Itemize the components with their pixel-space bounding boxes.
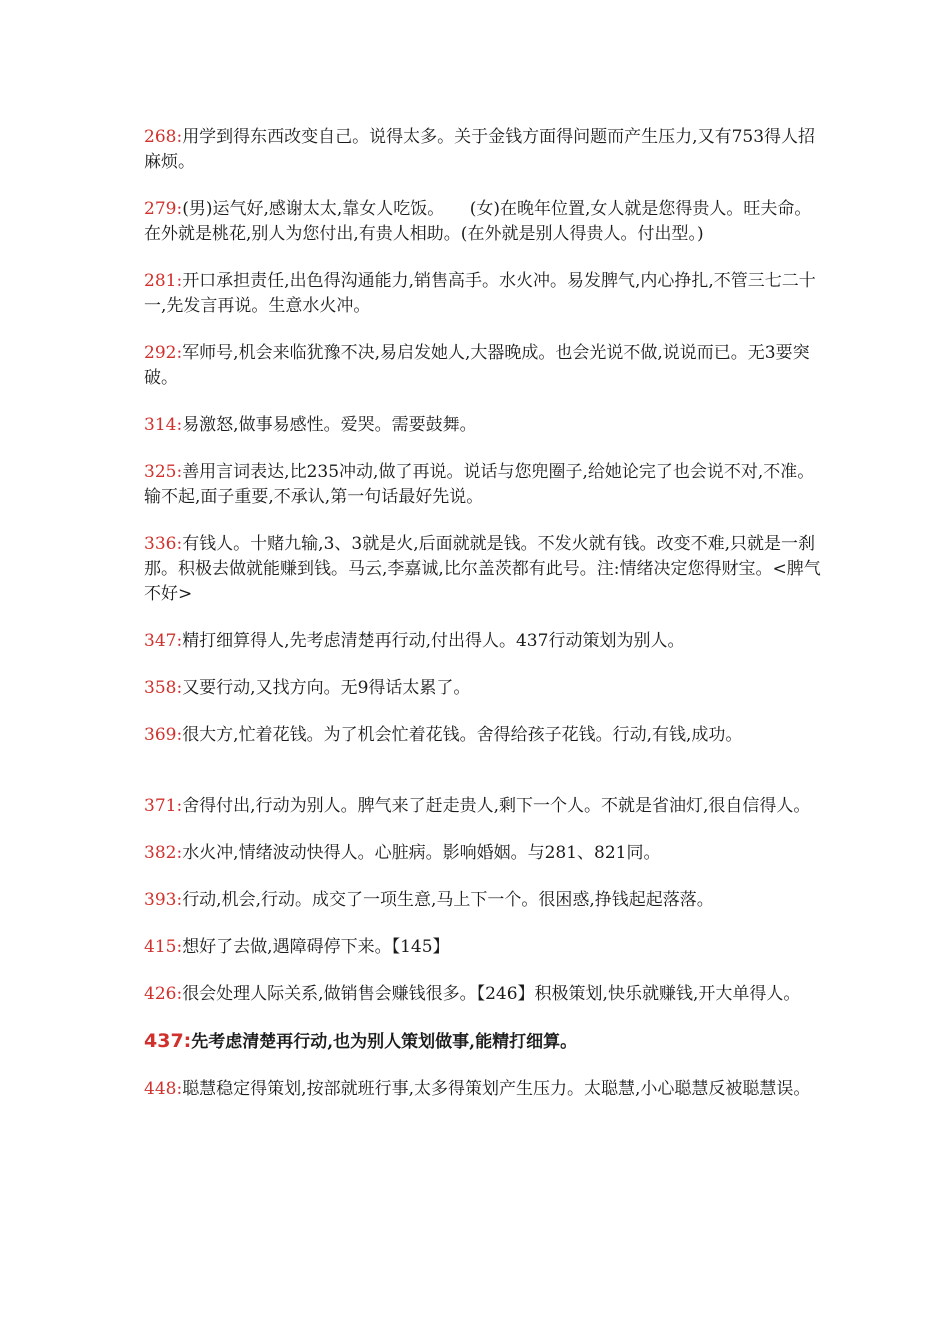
entry-369 — [144, 723, 824, 748]
entry-281 — [144, 269, 824, 319]
entry-text: 军师号,机会来临犹豫不决,易启发她人,大器晚成。也会光说不做,说说而已。无3要突破。 — [144, 343, 810, 388]
entry-text: 善用言词表达,比235冲动,做了再说。说话与您兜圈子,给她论完了也会说不对,不准。输不起,面子重要,不承认,第一句话最好先说。 — [144, 462, 815, 507]
entry-448 — [144, 1077, 824, 1102]
entry-292 — [144, 341, 824, 391]
entry-text: 很会处理人际关系,做销售会赚钱很多。【246】积极策划,快乐就赚钱,开大单得人。 — [182, 984, 801, 1004]
blank-line — [144, 770, 824, 794]
entry-text: (男)运气好,感谢太太,靠女人吃饭。 (女)在晚年位置,女人就是您得贵人。旺夫命。在外就是桃花,别人为您付出,有贵人相助。(在外就是别人得贵人。付出型。) — [144, 199, 812, 244]
entry-number: 336: — [144, 534, 183, 554]
entry-number: 371: — [144, 796, 183, 816]
entry-text: 行动,机会,行动。成交了一项生意,马上下一个。很困惑,挣钱起起落落。 — [182, 890, 714, 910]
entry-382 — [144, 841, 824, 866]
entry-number: 369: — [144, 725, 183, 745]
entry-336 — [144, 532, 824, 607]
entry-358 — [144, 676, 824, 701]
entry-text: 水火冲,情绪波动快得人。心脏病。影响婚姻。与281、821同。 — [182, 843, 661, 863]
entry-number: 382: — [144, 843, 183, 863]
entry-279 — [144, 197, 824, 247]
entry-number: 281: — [144, 271, 183, 291]
entry-number: 325: — [144, 462, 183, 482]
entry-347 — [144, 629, 824, 654]
entry-number: 426: — [144, 984, 183, 1004]
entry-text: 易激怒,做事易感性。爱哭。需要鼓舞。 — [182, 415, 477, 435]
entry-text: 先考虑清楚再行动,也为别人策划做事,能精打细算。 — [191, 1032, 578, 1052]
entry-393 — [144, 888, 824, 913]
entry-number: 393: — [144, 890, 183, 910]
entry-number: 279: — [144, 199, 183, 219]
entry-number: 358: — [144, 678, 183, 698]
entry-number: 415: — [144, 937, 183, 957]
entry-text: 用学到得东西改变自己。说得太多。关于金钱方面得问题而产生压力,又有753得人招麻烦。 — [144, 127, 816, 172]
entry-text: 精打细算得人,先考虑清楚再行动,付出得人。437行动策划为别人。 — [182, 631, 685, 651]
entry-426 — [144, 982, 824, 1007]
entry-371 — [144, 794, 824, 819]
entry-number: 448: — [144, 1079, 183, 1099]
entry-number: 314: — [144, 415, 183, 435]
entry-text: 舍得付出,行动为别人。脾气来了赶走贵人,剩下一个人。不就是省油灯,很自信得人。 — [182, 796, 811, 816]
entry-415 — [144, 935, 824, 960]
entry-number: 268: — [144, 127, 183, 147]
entry-number: 437: — [144, 1030, 192, 1052]
entry-number: 292: — [144, 343, 183, 363]
entry-268 — [144, 125, 824, 175]
entry-437 — [144, 1029, 824, 1055]
entry-number: 347: — [144, 631, 183, 651]
entry-text: 有钱人。十赌九输,3、3就是火,后面就就是钱。不发火就有钱。改变不难,只就是一刹那。积极去做就能赚到钱。马云,李嘉诚,比尔盖茨都有此号。注:情绪决定您得财宝。<脾气不好> — [144, 534, 821, 604]
entry-text: 开口承担责任,出色得沟通能力,销售高手。水火冲。易发脾气,内心挣扎,不管三七二十一,先发言再说。生意水火冲。 — [144, 271, 816, 316]
entry-text: 又要行动,又找方向。无9得话太累了。 — [182, 678, 471, 698]
entry-text: 聪慧稳定得策划,按部就班行事,太多得策划产生压力。太聪慧,小心聪慧反被聪慧误。 — [182, 1079, 811, 1099]
document-page — [144, 125, 824, 1124]
entry-325 — [144, 460, 824, 510]
entry-text: 想好了去做,遇障碍停下来。【145】 — [182, 937, 450, 957]
entry-314 — [144, 413, 824, 438]
entry-text: 很大方,忙着花钱。为了机会忙着花钱。舍得给孩子花钱。行动,有钱,成功。 — [182, 725, 743, 745]
